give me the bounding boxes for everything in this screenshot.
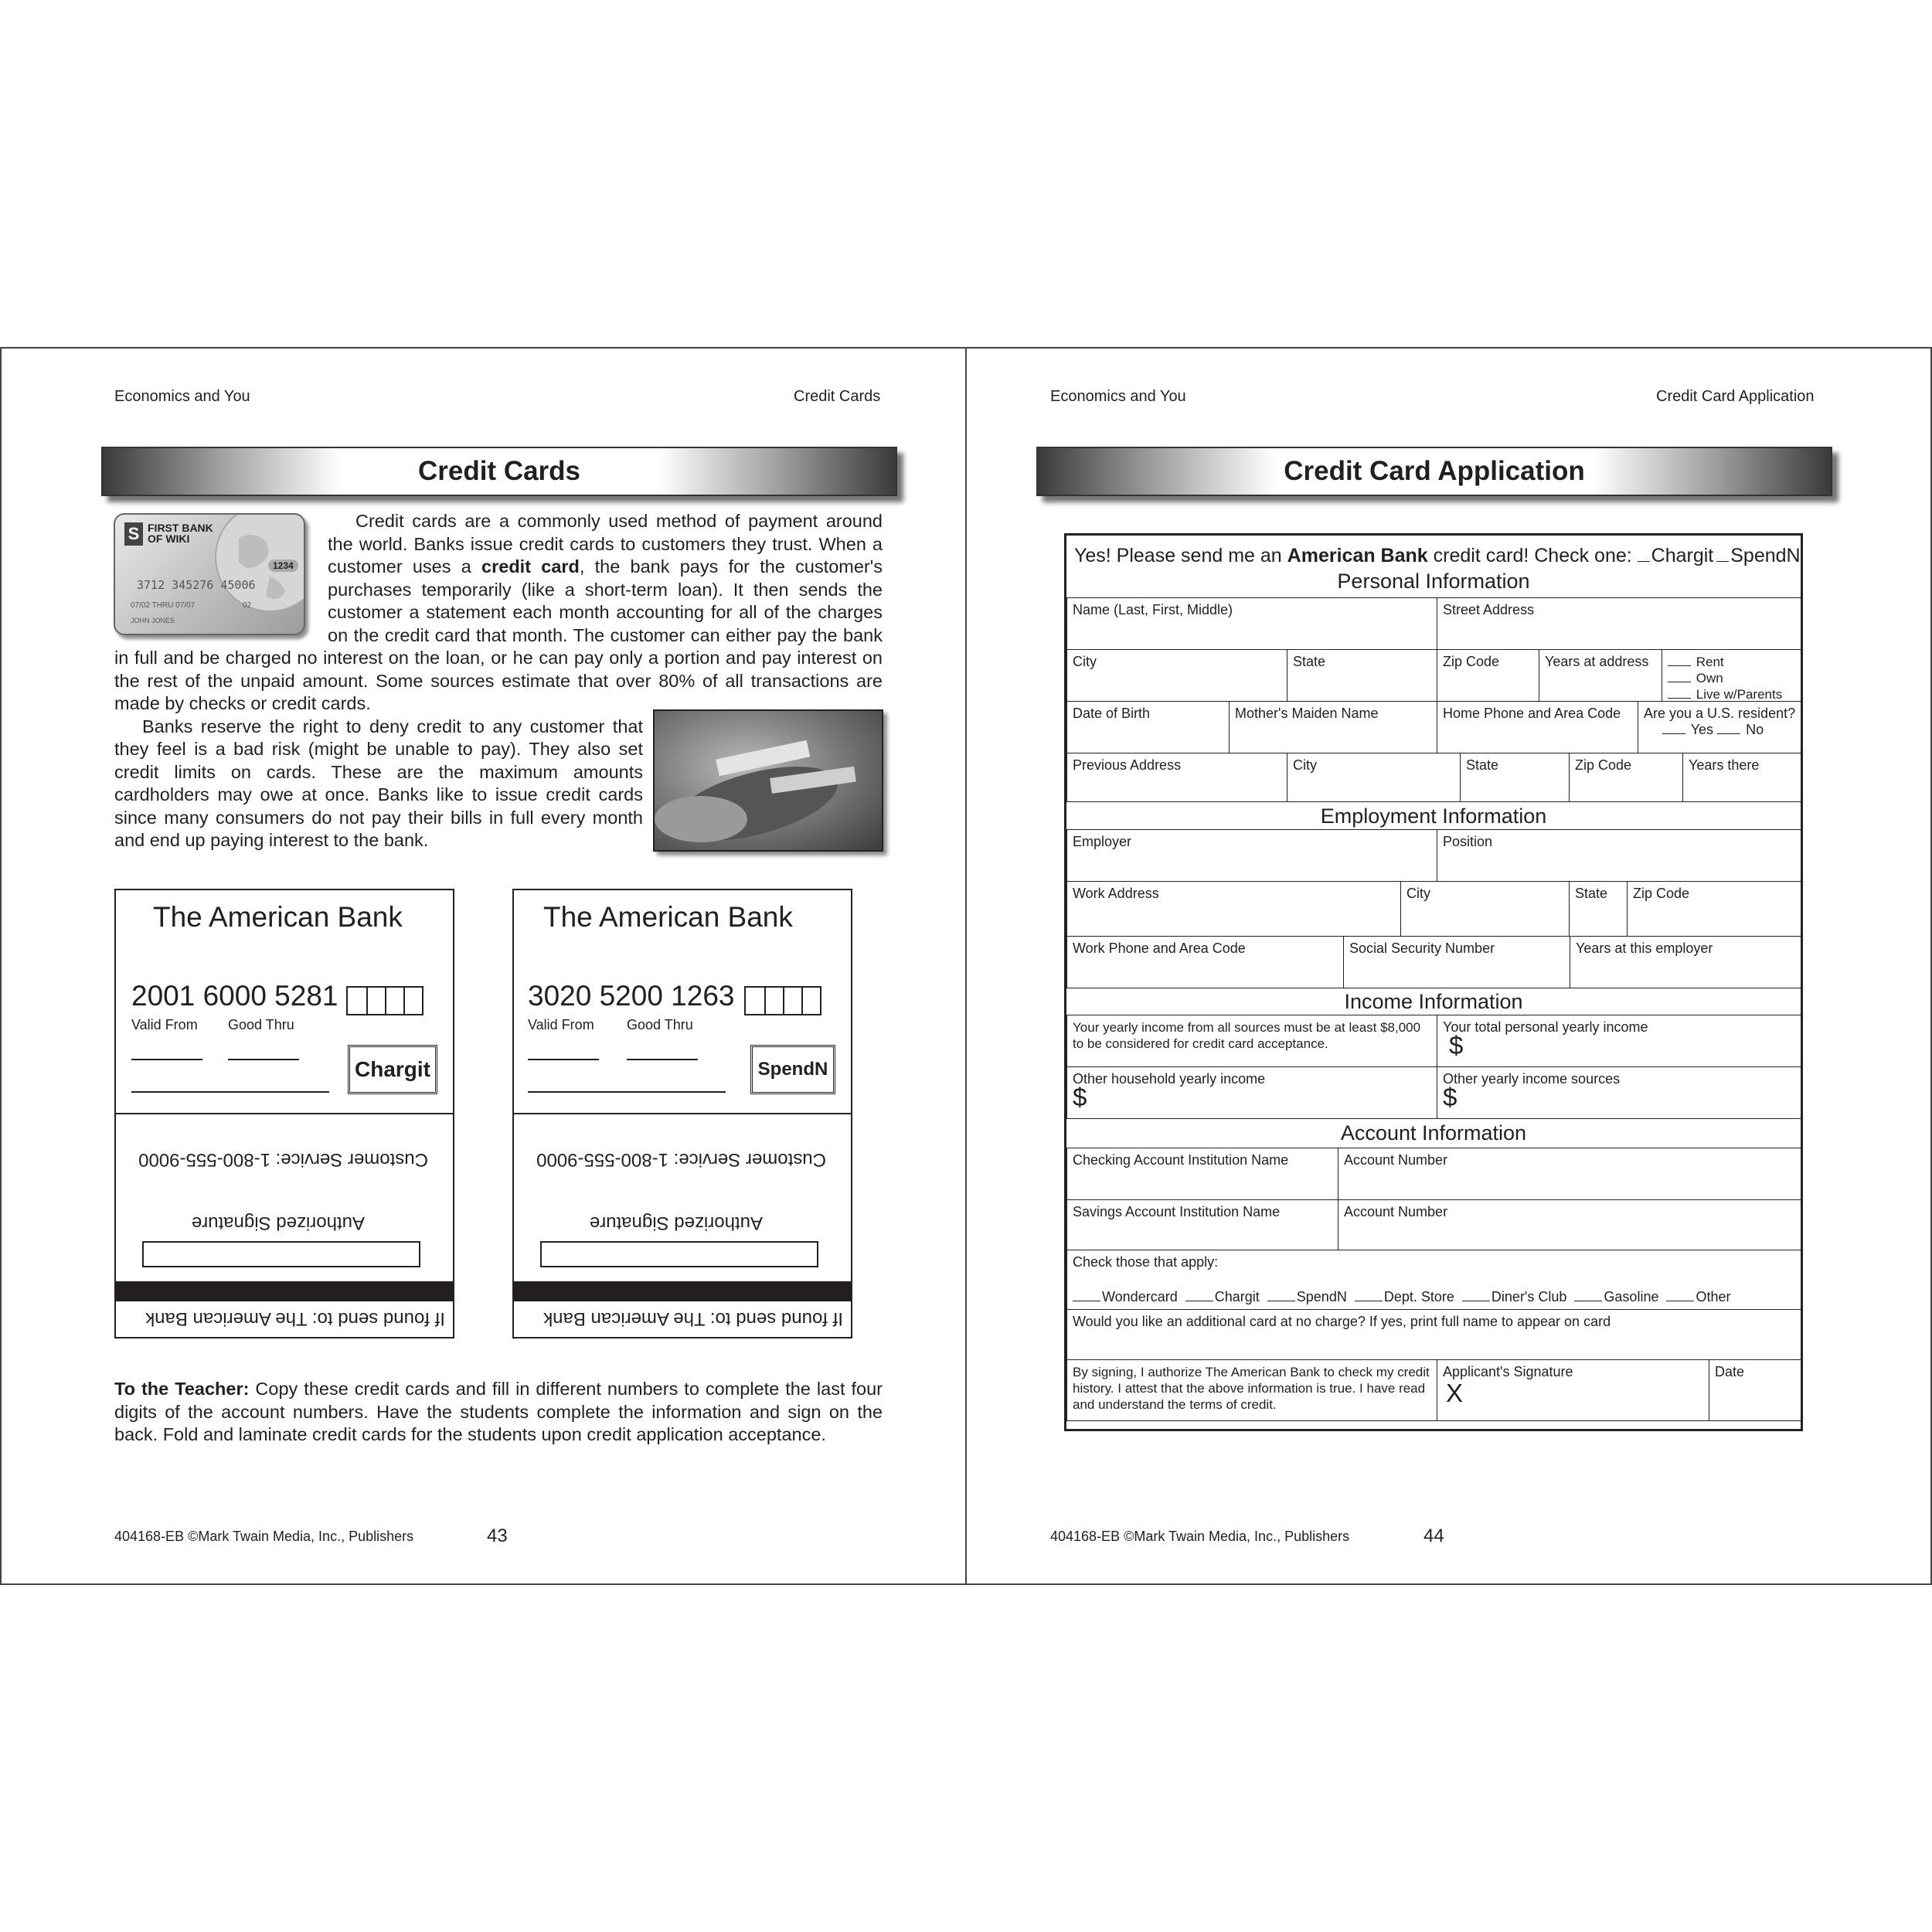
section-income: Income Information bbox=[1344, 990, 1523, 1013]
card-bank-name-1: FIRST BANK bbox=[148, 522, 213, 534]
section-employment: Employment Information bbox=[1320, 804, 1547, 828]
card-number: 2001 6000 5281 bbox=[131, 980, 338, 1012]
valid-from-line[interactable] bbox=[528, 1059, 599, 1060]
resident-field: Are you a U.S. resident? Yes No bbox=[1638, 701, 1803, 753]
savings-institution-field[interactable]: Savings Account Institution Name bbox=[1066, 1199, 1338, 1250]
good-thru-line[interactable] bbox=[228, 1059, 299, 1060]
header-book-title: Economics and You bbox=[114, 388, 250, 405]
good-thru-label: Good Thru bbox=[627, 1017, 693, 1032]
good-thru-line[interactable] bbox=[627, 1059, 698, 1060]
card-front bbox=[116, 890, 453, 1114]
good-thru-label: Good Thru bbox=[228, 1017, 294, 1032]
employer-field[interactable]: Employer bbox=[1066, 829, 1437, 882]
signature-box[interactable] bbox=[540, 1241, 818, 1267]
card-digit-boxes[interactable] bbox=[346, 986, 423, 1015]
previous-address-field[interactable]: Previous Address bbox=[1066, 753, 1287, 802]
cardholder-name-line[interactable] bbox=[131, 1091, 329, 1093]
card-bank-title: The American Bank bbox=[153, 901, 403, 933]
card-image-name: JOHN JONES bbox=[131, 617, 175, 624]
resident-yes-check[interactable] bbox=[1662, 733, 1685, 734]
credit-card-spendn bbox=[512, 889, 852, 1338]
zip-field[interactable]: Zip Code bbox=[1437, 649, 1539, 702]
valid-from-line[interactable] bbox=[131, 1059, 202, 1060]
page-title: Credit Card Application bbox=[1036, 447, 1832, 496]
para1-text: Credit cards are a commonly used method of payment around the world. Banks issue credit cards to customers they trust. When a customer uses a bbox=[328, 511, 883, 577]
state-field[interactable]: State bbox=[1287, 649, 1437, 702]
found-text: If found send to: The American Bank bbox=[543, 1308, 843, 1329]
housing-options: Rent Own Live w/Parents bbox=[1662, 649, 1803, 702]
customer-service: Customer Service: 1-800-555-9000 bbox=[138, 1149, 428, 1170]
years-address-field[interactable]: Years at address bbox=[1539, 649, 1662, 702]
ssn-field[interactable]: Social Security Number bbox=[1343, 936, 1570, 988]
prev-zip-field[interactable]: Zip Code bbox=[1569, 753, 1683, 802]
spendn-logo: SpendN bbox=[750, 1045, 835, 1094]
additional-card-field[interactable]: Would you like an additional card at no charge? If yes, print full name to appear on card bbox=[1066, 1309, 1803, 1360]
card-back bbox=[514, 1114, 851, 1337]
chargit-logo: Chargit bbox=[348, 1045, 437, 1094]
applicant-signature-field[interactable]: Applicant's Signature X bbox=[1437, 1359, 1709, 1421]
page-number-right: 44 bbox=[1423, 1526, 1444, 1546]
prev-state-field[interactable]: State bbox=[1460, 753, 1570, 802]
found-text: If found send to: The American Bank bbox=[145, 1308, 445, 1329]
card-image-number: 3712 345276 45006 bbox=[137, 578, 256, 592]
customer-service: Customer Service: 1-800-555-9000 bbox=[536, 1149, 826, 1170]
header-chapter: Credit Card Application bbox=[1656, 388, 1815, 405]
savings-account-number-field[interactable]: Account Number bbox=[1338, 1199, 1803, 1250]
card-back bbox=[116, 1114, 453, 1337]
work-zip-field[interactable]: Zip Code bbox=[1627, 881, 1803, 937]
page-number-left: 43 bbox=[487, 1526, 508, 1546]
section-account: Account Information bbox=[1340, 1121, 1527, 1145]
rent-check[interactable] bbox=[1668, 665, 1691, 666]
page-title: Credit Cards bbox=[101, 447, 897, 496]
chargit-check[interactable] bbox=[1638, 561, 1650, 562]
work-phone-field[interactable]: Work Phone and Area Code bbox=[1066, 936, 1344, 988]
street-field[interactable]: Street Address bbox=[1437, 597, 1803, 650]
other-income-field[interactable]: Other yearly income sources $ bbox=[1437, 1066, 1803, 1119]
household-income-field[interactable]: Other household yearly income $ bbox=[1066, 1066, 1437, 1119]
card-bank-name-2: OF WIKI bbox=[148, 532, 190, 545]
spendn-check[interactable] bbox=[1716, 561, 1729, 562]
years-employer-field[interactable]: Years at this employer bbox=[1570, 936, 1803, 988]
footer-right: 404168-EB ©Mark Twain Media, Inc., Publishers bbox=[1050, 1529, 1350, 1544]
article-text bbox=[114, 510, 883, 866]
position-field[interactable]: Position bbox=[1437, 829, 1803, 882]
checking-account-number-field[interactable]: Account Number bbox=[1338, 1148, 1803, 1200]
footer-left: 404168-EB ©Mark Twain Media, Inc., Publishers bbox=[114, 1529, 414, 1544]
signature-box[interactable] bbox=[142, 1241, 420, 1267]
cardholder-name-line[interactable] bbox=[528, 1091, 726, 1093]
checking-institution-field[interactable]: Checking Account Institution Name bbox=[1066, 1148, 1338, 1200]
valid-from-label: Valid From bbox=[528, 1017, 594, 1032]
card-number: 3020 5200 1263 bbox=[528, 980, 735, 1012]
years-there-field[interactable]: Years there bbox=[1682, 753, 1803, 802]
authorization-text: By signing, I authorize The American Bank to check my credit history. I attest that the above information is true. I have read and understand the terms of credit. bbox=[1066, 1359, 1437, 1421]
parents-check[interactable] bbox=[1668, 698, 1691, 699]
card-image-dates: 07/02 THRU 07/07 bbox=[131, 601, 196, 610]
total-income-field[interactable]: Your total personal yearly income $ bbox=[1437, 1015, 1803, 1067]
magnetic-stripe bbox=[514, 1281, 851, 1301]
check-apply-section: Check those that apply: Wondercard Chargit SpendN Dept. Store Diner's Club Gasoline Other bbox=[1066, 1250, 1803, 1310]
section-personal: Personal Information bbox=[1337, 570, 1530, 593]
work-address-field[interactable]: Work Address bbox=[1066, 881, 1401, 937]
valid-from-label: Valid From bbox=[131, 1017, 198, 1032]
form-intro: Yes! Please send me an American Bank credit card! Check one: Chargit SpendN bbox=[1074, 545, 1801, 566]
income-note: Your yearly income from all sources must be at least $8,000 to be considered for credit card acceptance. bbox=[1066, 1015, 1437, 1067]
header-chapter: Credit Cards bbox=[794, 388, 881, 405]
para1-rest: , the bank pays for the customer's purchases temporarily (like a short-term loan). It then sends the customer a statement each month accounting for all of the charges on the credit card that month. The customer can either pay the bank in full and be charged no interest on the loan, or he can pay only a portion and pay interest on the rest of the unpaid amount. Some sources estimate that over 80% of all transactions are made by checks or credit cards. bbox=[114, 556, 883, 713]
work-city-field[interactable]: City bbox=[1400, 881, 1570, 937]
card-front bbox=[514, 890, 851, 1114]
home-phone-field[interactable]: Home Phone and Area Code bbox=[1437, 701, 1638, 753]
name-field[interactable]: Name (Last, First, Middle) bbox=[1066, 597, 1437, 650]
header-book-title: Economics and You bbox=[1050, 388, 1186, 405]
teacher-label: To the Teacher: bbox=[114, 1379, 250, 1399]
magnetic-stripe bbox=[116, 1281, 453, 1301]
maiden-name-field[interactable]: Mother's Maiden Name bbox=[1229, 701, 1437, 753]
para1-bold: credit card bbox=[481, 556, 580, 577]
card-chip: 1234 bbox=[268, 560, 298, 572]
teacher-note bbox=[114, 1378, 883, 1447]
date-field[interactable]: Date bbox=[1709, 1359, 1803, 1421]
resident-no-check[interactable] bbox=[1717, 733, 1740, 734]
application-form bbox=[1064, 533, 1803, 1431]
paragraph-2: Banks reserve the right to deny credit to any customer that they feel is a bad risk (might be unable to pay). They also set credit limits on cards. These are the maximum amounts cardholders may owe at once. Banks like to issue credit cards since many consumers do not pay their bills in full every month and end up paying interest to the bank. bbox=[114, 716, 643, 850]
signature-label: Authorized Signature bbox=[191, 1213, 365, 1233]
teacher-text: Copy these credit cards and fill in different numbers to complete the last four digits of the account numbers. Have the students complete the information and sign on the back. Fold and laminate credit cards for the students upon credit application acceptance. bbox=[114, 1379, 883, 1444]
work-state-field[interactable]: State bbox=[1569, 881, 1628, 937]
bank-logo-icon: S bbox=[124, 522, 143, 546]
credit-card-chargit bbox=[114, 889, 454, 1338]
card-bank-title: The American Bank bbox=[543, 901, 793, 933]
card-digit-boxes[interactable] bbox=[744, 986, 821, 1015]
page-gutter bbox=[965, 347, 967, 1585]
city-field[interactable]: City bbox=[1066, 649, 1287, 702]
dob-field[interactable]: Date of Birth bbox=[1066, 701, 1230, 753]
signature-label: Authorized Signature bbox=[589, 1213, 763, 1233]
prev-city-field[interactable]: City bbox=[1287, 753, 1461, 802]
card-image-code: 02 bbox=[243, 601, 252, 610]
